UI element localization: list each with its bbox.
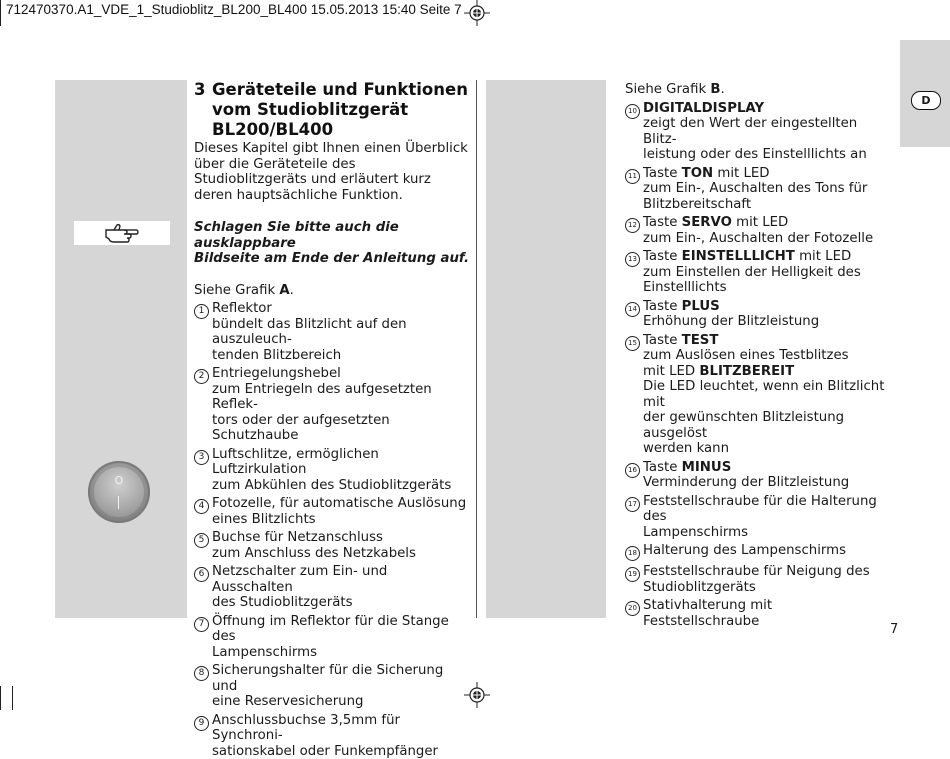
item-heading-suffix: mit LED (732, 215, 788, 230)
see-graphic-letter: A (279, 283, 289, 298)
item-line: zum Anschluss des Netzkabels (212, 546, 470, 562)
see-prefix: Siehe Grafik (625, 82, 710, 97)
power-switch-icon (88, 461, 150, 523)
see-graphic-letter: B (710, 82, 720, 97)
item-number-circle: 1 (194, 304, 209, 319)
item-number-circle: 13 (625, 252, 640, 267)
item-heading-prefix: Taste (643, 215, 682, 230)
item-led-prefix: mit LED (643, 364, 699, 379)
item-number (625, 249, 643, 296)
list-item (625, 249, 887, 296)
item-line: Buchse für Netzanschluss (212, 530, 470, 546)
crop-mark-top-left (0, 0, 1, 26)
item-heading (643, 494, 887, 525)
item-text (212, 496, 470, 527)
list-item (194, 663, 470, 710)
middle-margin-panel (486, 80, 606, 618)
item-line: Blitzbereitschaft (643, 197, 887, 213)
item-heading (643, 564, 887, 580)
item-line: zum Entriegeln des aufgesetzten Reflek- (212, 382, 470, 413)
column-divider (476, 80, 477, 618)
item-line: tenden Blitzbereich (212, 348, 470, 364)
item-heading-prefix: Taste (643, 166, 682, 181)
item-text (643, 598, 887, 629)
item-text (643, 494, 887, 541)
item-line: bündelt das Blitzlicht auf den auszuleuch- (212, 317, 470, 348)
item-number-circle: 11 (625, 169, 640, 184)
item-line: Sicherungshalter für die Sicherung und (212, 663, 470, 694)
item-line: Netzschalter zum Ein- und Ausschalten (212, 564, 470, 595)
item-number-circle: 12 (625, 218, 640, 233)
list-item (194, 366, 470, 444)
item-line: Luftschlitze, ermöglichen Luftzirkulation (212, 447, 470, 478)
item-number-circle: 4 (194, 499, 209, 514)
item-line: sationskabel oder Funkempfänger (212, 744, 470, 759)
item-line: zum Ein-, Auschalten des Tons für (643, 181, 887, 197)
item-number-circle: 16 (625, 463, 640, 478)
item-line: werden kann (643, 441, 887, 457)
item-line: eine Reservesicherung (212, 694, 470, 710)
item-line: zum Auslösen eines Testblitzes (643, 348, 887, 364)
item-text (643, 333, 887, 457)
item-line: Lampenschirms (643, 525, 887, 541)
item-text (212, 564, 470, 611)
intro-paragraph: Dieses Kapitel gibt Ihnen einen Überblick über die Geräteteile des Studioblitzgeräts und erläutert kurz deren hauptsächliche Funktion. (194, 141, 470, 203)
item-line: Erhöhung der Blitzleistung (643, 314, 887, 330)
list-item (625, 333, 887, 457)
left-margin-panel (55, 80, 187, 618)
item-text (212, 366, 470, 444)
item-heading (643, 215, 887, 231)
list-item (194, 564, 470, 611)
item-heading (643, 166, 887, 182)
item-text (643, 215, 887, 246)
list-item (194, 496, 470, 527)
item-number-circle: 9 (194, 716, 209, 731)
item-number-circle: 18 (625, 546, 640, 561)
item-number (194, 496, 212, 527)
see-suffix: . (290, 283, 294, 298)
item-heading-prefix: Feststellschraube für Neigung des (643, 564, 870, 579)
item-line: zum Ein-, Auschalten der Fotozelle (643, 231, 887, 247)
item-text (643, 543, 887, 561)
chapter-title (194, 80, 470, 140)
item-text (212, 614, 470, 661)
item-line: eines Blitzlichts (212, 512, 470, 528)
item-number (194, 301, 212, 363)
item-number (194, 614, 212, 661)
item-line: Reflektor (212, 301, 470, 317)
item-heading-prefix: Taste (643, 460, 682, 475)
item-number (625, 543, 643, 561)
item-number (625, 101, 643, 163)
parts-list-a (194, 301, 470, 759)
item-line: Fotozelle, für automatische Auslösung (212, 496, 470, 512)
item-number-circle: 3 (194, 450, 209, 465)
list-item (625, 564, 887, 595)
item-number-circle: 2 (194, 369, 209, 384)
parts-list-b (625, 101, 887, 630)
see-graphic-b (625, 82, 887, 98)
item-led-key: BLITZBEREIT (699, 364, 794, 379)
item-line: der gewünschten Blitzleistung ausgelöst (643, 410, 887, 441)
list-item (625, 166, 887, 213)
item-number-circle: 7 (194, 617, 209, 632)
note-text (194, 220, 470, 267)
item-heading-prefix: Feststellschraube für die Halterung des (643, 494, 877, 525)
list-item (194, 713, 470, 759)
item-number (194, 530, 212, 561)
item-heading (643, 333, 887, 349)
chapter-number: 3 (194, 80, 212, 100)
list-item (625, 598, 887, 629)
item-number (194, 564, 212, 611)
print-header: 712470370.A1_VDE_1_Studioblitz_BL200_BL400 15.05.2013 15:40 Seite 7 (6, 2, 462, 17)
chapter-title-line: vom Studioblitzgerät (194, 100, 470, 120)
item-line: tors oder der aufgesetzten Schutzhaube (212, 413, 470, 444)
item-heading-prefix: Taste (643, 249, 682, 264)
item-heading (643, 598, 887, 629)
item-number-circle: 14 (625, 302, 640, 317)
item-heading-suffix: mit LED (795, 249, 851, 264)
item-heading-prefix: Stativhalterung mit Feststellschraube (643, 598, 772, 629)
item-heading (643, 460, 887, 476)
item-line: Einstelllichts (643, 280, 887, 296)
language-tab (900, 40, 950, 147)
note-line: Bildseite am Ende der Anleitung auf. (194, 251, 470, 267)
note-line: Schlagen Sie bitte auch die ausklappbare (194, 220, 470, 251)
list-item (625, 299, 887, 330)
list-item (625, 460, 887, 491)
list-item (194, 530, 470, 561)
left-text-column (194, 80, 470, 759)
item-number-circle: 10 (625, 104, 640, 119)
item-heading-key: EINSTELLLICHT (682, 249, 795, 264)
item-heading-key: PLUS (682, 299, 720, 314)
language-tab-label: D (911, 91, 941, 110)
list-item (194, 447, 470, 494)
item-text (212, 447, 470, 494)
chapter-title-line: BL200/BL400 (194, 120, 470, 140)
right-text-column (625, 82, 887, 629)
item-line: des Studioblitzgeräts (212, 595, 470, 611)
item-text (643, 299, 887, 330)
item-number (625, 460, 643, 491)
item-heading-key: DIGITALDISPLAY (643, 101, 764, 116)
list-item (625, 494, 887, 541)
item-number-circle: 15 (625, 336, 640, 351)
crop-mark-bottom-left (0, 686, 1, 710)
item-number-circle: 20 (625, 601, 640, 616)
page-number: 7 (890, 622, 898, 637)
list-item (625, 215, 887, 246)
item-text (212, 713, 470, 759)
registration-mark-icon (464, 0, 490, 26)
chapter-title-line: Geräteteile und Funktionen (212, 80, 468, 99)
item-heading-key: TEST (682, 333, 719, 348)
item-number (194, 663, 212, 710)
item-number-circle: 5 (194, 533, 209, 548)
item-text (643, 101, 887, 163)
item-heading (643, 299, 887, 315)
item-number-circle: 19 (625, 567, 640, 582)
item-line: Anschlussbuchse 3,5mm für Synchroni- (212, 713, 470, 744)
item-line: Die LED leuchtet, wenn ein Blitzlicht mit (643, 379, 887, 410)
see-suffix: . (721, 82, 725, 97)
item-number-circle: 6 (194, 567, 209, 582)
item-heading (643, 543, 887, 559)
item-number-circle: 8 (194, 666, 209, 681)
note-symbol-box (74, 221, 170, 245)
list-item (194, 614, 470, 661)
item-text (643, 564, 887, 595)
item-line: zum Abkühlen des Studioblitzgeräts (212, 478, 470, 494)
item-number (625, 598, 643, 629)
list-item (625, 101, 887, 163)
item-text (212, 301, 470, 363)
item-text (212, 663, 470, 710)
item-line: leistung oder des Einstelllichts an (643, 147, 887, 163)
item-number (625, 299, 643, 330)
item-line: zum Einstellen der Helligkeit des (643, 265, 887, 281)
see-graphic-a (194, 283, 470, 299)
item-text (643, 249, 887, 296)
switch-off-label: O (94, 474, 144, 487)
item-heading-key: MINUS (682, 460, 732, 475)
list-item (625, 543, 887, 561)
list-item (194, 301, 470, 363)
item-number (625, 564, 643, 595)
item-text (643, 460, 887, 491)
item-number (625, 494, 643, 541)
item-heading-key: TON (682, 166, 714, 181)
item-number (194, 366, 212, 444)
item-line: Verminderung der Blitzleistung (643, 475, 887, 491)
item-text (212, 530, 470, 561)
item-heading-prefix: Taste (643, 299, 682, 314)
item-number (625, 166, 643, 213)
item-led-line (643, 364, 887, 380)
item-line: Studioblitzgeräts (643, 580, 887, 596)
item-heading (643, 101, 887, 117)
item-line: Entriegelungshebel (212, 366, 470, 382)
item-heading-prefix: Halterung des Lampenschirms (643, 543, 846, 558)
item-heading-suffix: mit LED (713, 166, 769, 181)
item-text (643, 166, 887, 213)
item-number (194, 447, 212, 494)
item-line: Öffnung im Reflektor für die Stange des (212, 614, 470, 645)
pointing-hand-icon (104, 223, 140, 243)
item-number (625, 333, 643, 457)
crop-mark-bottom-left-2 (12, 686, 13, 710)
item-line: Lampenschirms (212, 645, 470, 661)
item-line: zeigt den Wert der eingestellten Blitz- (643, 116, 887, 147)
item-heading-key: SERVO (682, 215, 732, 230)
item-heading (643, 249, 887, 265)
item-number-circle: 17 (625, 497, 640, 512)
item-number (625, 215, 643, 246)
switch-on-mark (118, 496, 119, 509)
item-heading-prefix: Taste (643, 333, 682, 348)
see-prefix: Siehe Grafik (194, 283, 279, 298)
item-number (194, 713, 212, 759)
